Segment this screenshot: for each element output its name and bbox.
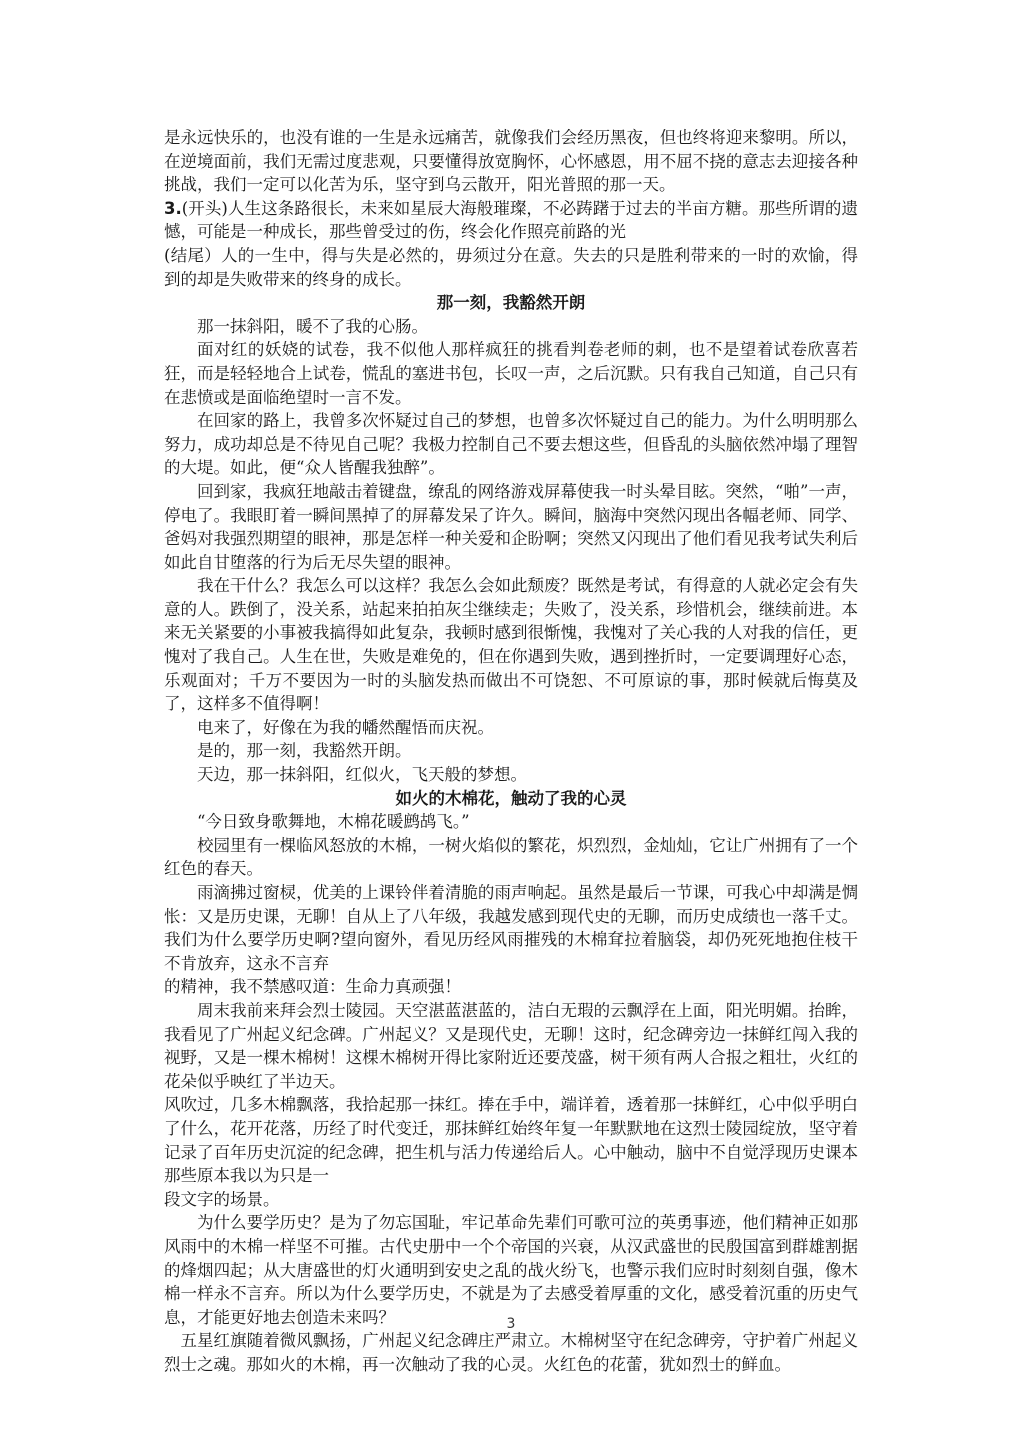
essay-1-paragraph: 那一抹斜阳，暖不了我的心肠。 xyxy=(197,316,428,336)
essay-2-title: 如火的木棉花，触动了我的心灵 xyxy=(395,788,627,808)
essay-1-paragraph: 我在干什么？我怎么可以这样？我怎么会如此颓废？既然是考试，有得意的人就必定会有失意的人。跌倒了，没关系，站起来拍拍灰尘继续走；失败了，没关系，珍惜机会，继续前进。本来无关紧要的小事被我搞得如此复杂，我顿时感到很惭愧，我愧对了关心我的人对我的信任，更愧对了我自己。人生在世，失败是难免的，但在你遇到失败，遇到挫折时，一定要调理好心态，乐观面对；千万不要因为一时的头脑发热而做出不可饶恕、不可原谅的事，那时候就后悔莫及了，这样多不值得啊！ xyxy=(164,576,858,714)
essay-2-paragraph: 校园里有一棵临风怒放的木棉，一树火焰似的繁花，炽烈烈，金灿灿，它让广州拥有了一个红色的春天。 xyxy=(164,835,858,879)
paragraph-continuation: 是永远快乐的，也没有谁的一生是永远痛苦，就像我们会经历黑夜，但也终将迎来黎明。所以，在逆境面前，我们无需过度悲观，只要懂得放宽胸怀，心怀感恩，用不屈不挠的意志去迎接各种挑战，我们一定可以化苦为乐，坚守到乌云散开，阳光普照的那一天。 xyxy=(164,128,858,195)
essay-2-paragraph: 周末我前来拜会烈士陵园。天空湛蓝湛蓝的，洁白无瑕的云飘浮在上面，阳光明媚。抬眸，我看见了广州起义纪念碑。广州起义？又是现代史，无聊！这时，纪念碑旁边一抹鲜红闯入我的视野，又是一棵木棉树！这棵木棉树开得比家附近还要茂盛，树干须有两人合报之粗壮，火红的花朵似乎映红了半边天。 xyxy=(164,1000,858,1091)
item-3-ending: (结尾）人的一生中，得与失是必然的，毋须过分在意。失去的只是胜利带来的一时的欢愉，得到的却是失败带来的终身的成长。 xyxy=(164,245,858,289)
essay-2-quote: “今日致身歌舞地，木棉花暖鹧鸪飞。” xyxy=(197,812,470,832)
essay-1-paragraph: 天边，那一抹斜阳，红似火，飞天般的梦想。 xyxy=(197,765,527,785)
essay-2-paragraph: 风吹过，几多木棉飘落，我拾起那一抹红。捧在手中，端详着，透着那一抹鲜红，心中似乎明白了什么，花开花落，历经了时代变迁，那抹鲜红始终年复一年默默地在这烈士陵园绽放，坚守着记录了百年历史沉淀的纪念碑，把生机与活力传递给后人。心中触动，脑中不自觉浮现历史课本那些原本我以为只是一 xyxy=(164,1095,858,1186)
essay-2-paragraph: 雨滴拂过窗棂，优美的上课铃伴着清脆的雨声响起。虽然是最后一节课，可我心中却满是惆怅：又是历史课，无聊！自从上了八年级，我越发感到现代史的无聊，而历史成绩也一落千丈。我们为什么要学历史啊?望向窗外，看见历经风雨摧残的木棉耷拉着脑袋，却仍死死地抱住枝干不肯放弃，这永不言弃 xyxy=(164,883,858,973)
item-3-opening xyxy=(164,197,858,244)
document-page xyxy=(164,126,858,1376)
essay-1-paragraph: 是的，那一刻，我豁然开朗。 xyxy=(197,741,412,761)
essay-2-paragraph-continuation: 段文字的场景。 xyxy=(164,1189,280,1209)
item-3-text: (开头)人生这条路很长，未来如星辰大海般璀璨，不必踌躇于过去的半亩方糖。那些所谓的遗憾，可能是一种成长，那些曾受过的伤，终会化作照亮前路的光 xyxy=(164,198,858,242)
essay-1-paragraph: 面对红的妖娆的试卷，我不似他人那样疯狂的挑看判卷老师的刺，也不是望着试卷欣喜若狂，而是轻轻地合上试卷，慌乱的塞进书包，长叹一声，之后沉默。只有我自己知道，自己只有在悲愤或是面临绝望时一言不发。 xyxy=(164,340,858,407)
essay-1-paragraph: 在回家的路上，我曾多次怀疑过自己的梦想，也曾多次怀疑过自己的能力。为什么明明那么努力，成功却总是不待见自己呢？我极力控制自己不要去想这些，但昏乱的头脑依然冲塌了理智的大堤。如此，便“众人皆醒我独醉”。 xyxy=(164,411,858,478)
essay-2-paragraph: 为什么要学历史？是为了勿忘国耻，牢记革命先辈们可歌可泣的英勇事迹，他们精神正如那风雨中的木棉一样坚不可摧。古代史册中一个个帝国的兴衰，从汉武盛世的民殷国富到群雄割据的烽烟四起；从大唐盛世的灯火通明到安史之乱的战火纷飞，也警示我们应时时刻刻自强，像木棉一样永不言弃。所以为什么要学历史，不就是为了去感受着厚重的文化，感受着沉重的历史气息，才能更好地去创造未来吗？ xyxy=(164,1213,858,1327)
essay-1-title: 那一刻，我豁然开朗 xyxy=(436,293,586,313)
page-number: 3 xyxy=(506,1316,516,1332)
item-number: 3. xyxy=(164,198,182,218)
essay-1-paragraph: 电来了，好像在为我的幡然醒悟而庆祝。 xyxy=(197,717,494,737)
essay-1-paragraph: 回到家，我疯狂地敲击着键盘，缭乱的网络游戏屏幕使我一时头晕目眩。突然，“啪”一声，停电了。我眼盯着一瞬间黑掉了的屏幕发呆了许久。瞬间，脑海中突然闪现出各幅老师、同学、爸妈对我强烈期望的眼神，那是怎样一种关爱和企盼啊；突然又闪现出了他们看见我考试失利后如此自甘堕落的行为后无尽失望的眼神。 xyxy=(164,481,858,572)
essay-2-paragraph-continuation: 的精神，我不禁感叹道：生命力真顽强！ xyxy=(164,977,461,997)
essay-2-paragraph: 五星红旗随着微风飘扬，广州起义纪念碑庄严肃立。木棉树坚守在纪念碑旁，守护着广州起义烈士之魂。那如火的木棉，再一次触动了我的心灵。火红色的花蕾，犹如烈士的鲜血。 xyxy=(164,1331,858,1374)
